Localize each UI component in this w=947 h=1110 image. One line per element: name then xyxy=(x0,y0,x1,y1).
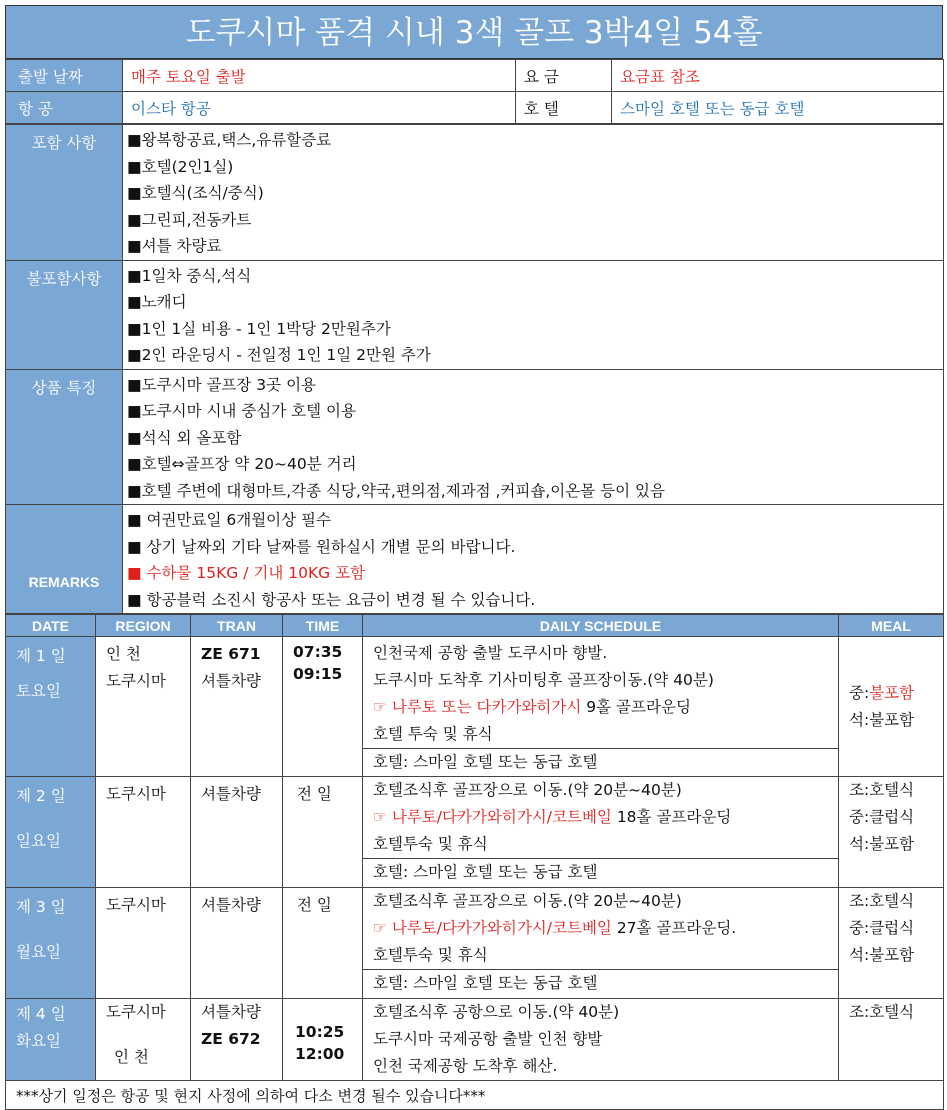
list-item: ■1인 1실 비용 - 1인 1박당 2만원추가 xyxy=(127,319,391,338)
features-list xyxy=(123,369,944,505)
meal-value: 불포함 xyxy=(869,683,915,702)
time-text: 12:00 xyxy=(295,1045,345,1063)
footer-row xyxy=(6,1081,944,1110)
depart-value: 매주 토요일 출발 xyxy=(123,60,516,92)
day-region xyxy=(96,999,191,1081)
header-meal: MEAL xyxy=(839,615,944,637)
list-item: ■도쿠시마 시내 중심가 호텔 이용 xyxy=(127,402,357,420)
schedule-line: 호텔투숙 및 휴식 xyxy=(373,835,488,853)
day-time xyxy=(283,999,363,1081)
page-title: 도쿠시마 품격 시내 3색 골프 3박4일 54홀 xyxy=(5,5,943,59)
remarks-list xyxy=(123,505,944,614)
hotel-label: 호 텔 xyxy=(516,92,612,124)
meal-line xyxy=(849,680,943,707)
hotel-line: 호텔: 스마일 호텔 또는 동급 호텔 xyxy=(363,748,838,776)
schedule-line: 호텔조식후 골프장으로 이동.(약 20분~40분) xyxy=(373,892,682,910)
day-weekday: 토요일 xyxy=(16,682,61,700)
list-item: ■호텔식(조식/중식) xyxy=(127,184,264,202)
footer-note: ***상기 일정은 항공 및 현지 사정에 의하여 다소 변경 될수 있습니다*** xyxy=(6,1081,944,1110)
tran-text: ZE 672 xyxy=(201,1030,261,1048)
excluded-label: 불포함사항 xyxy=(6,260,123,369)
region-text: 도쿠시마 xyxy=(106,1003,166,1021)
day-time xyxy=(283,637,363,777)
schedule-line: 호텔조식후 골프장으로 이동.(약 20분~40분) xyxy=(373,781,682,799)
schedule-line xyxy=(363,804,838,831)
info-table xyxy=(5,59,944,124)
tran-text: 셔틀차량 xyxy=(201,785,261,803)
air-value: 이스타 항공 xyxy=(123,92,516,124)
list-item: ■1일차 중식,석식 xyxy=(127,266,252,285)
list-item: ■호텔 주변에 대형마트,각종 식당,약국,편의점,제과점 ,커피숍,이온몰 등이 있음 xyxy=(127,481,665,500)
meal-line: 조:호텔식 xyxy=(849,892,915,910)
header-time: TIME xyxy=(283,615,363,637)
day-tran xyxy=(191,637,283,777)
itinerary-sheet xyxy=(5,5,943,1110)
schedule-line: 인천국제 공항 출발 도쿠시마 향발. xyxy=(373,644,608,662)
day-region xyxy=(96,777,191,888)
day-time xyxy=(283,777,363,888)
hotel-value: 스마일 호텔 또는 동급 호텔 xyxy=(612,92,944,124)
day-weekday: 일요일 xyxy=(16,832,61,850)
day-meal xyxy=(839,637,944,777)
info-row-depart xyxy=(6,60,944,92)
list-item: ■ 항공블럭 소진시 항공사 또는 요금이 변경 될 수 있습니다. xyxy=(127,590,536,609)
meal-prefix: 중: xyxy=(849,683,870,702)
region-text: 도쿠시마 xyxy=(106,785,166,803)
day-time xyxy=(283,888,363,999)
hotel-line: 호텔: 스마일 호텔 또는 동급 호텔 xyxy=(363,969,838,997)
time-text: 전 일 xyxy=(297,785,332,803)
day-region xyxy=(96,637,191,777)
time-text: 07:35 xyxy=(293,643,343,661)
list-item: ■도쿠시마 골프장 3곳 이용 xyxy=(127,375,317,394)
features-row xyxy=(6,369,944,505)
tran-text: 셔틀차량 xyxy=(201,1003,261,1021)
schedule-line: 도쿠시마 도착후 기사미팅후 골프장이동.(약 40분) xyxy=(373,671,714,689)
day-schedule xyxy=(363,637,839,777)
schedule-line: 호텔투숙 및 휴식 xyxy=(373,946,488,964)
included-label: 포함 사항 xyxy=(6,125,123,261)
day-date xyxy=(6,637,96,777)
list-item: ■ 상기 날짜외 기타 날짜를 원하실시 개별 문의 바랍니다. xyxy=(127,537,516,556)
day-row-1 xyxy=(6,637,944,777)
region-text: 도쿠시마 xyxy=(106,672,166,690)
day-number: 제 3 일 xyxy=(16,898,66,916)
header-tran: TRAN xyxy=(191,615,283,637)
schedule-line: 도쿠시마 국제공항 출발 인천 향발 xyxy=(373,1030,603,1048)
list-item: ■왕복항공료,택스,유류할증료 xyxy=(127,131,332,149)
golf-course-names: ☞ 나루토 또는 다카가와히가시 xyxy=(373,698,582,716)
region-text: 인 천 xyxy=(106,645,141,663)
time-text: 전 일 xyxy=(297,896,332,914)
excluded-row xyxy=(6,260,944,369)
included-list xyxy=(123,125,944,261)
meal-line: 중:클럽식 xyxy=(849,808,915,826)
day-schedule xyxy=(363,999,839,1081)
tran-text: 셔틀차량 xyxy=(201,896,261,914)
golf-course-names: ☞ 나루토/다카가와히가시/코트베일 xyxy=(373,919,612,937)
day-tran xyxy=(191,999,283,1081)
day-weekday: 월요일 xyxy=(16,943,61,961)
golf-round-text: 27홀 골프라운딩. xyxy=(611,919,737,937)
region-text: 도쿠시마 xyxy=(106,896,166,914)
meal-line: 조:호텔식 xyxy=(849,781,915,799)
list-item: ■노캐디 xyxy=(127,293,187,311)
day-schedule xyxy=(363,777,839,888)
day-number: 제 2 일 xyxy=(16,787,66,805)
meal-line: 석:불포함 xyxy=(849,835,915,853)
meal-line: 중:클럽식 xyxy=(849,919,915,937)
schedule-line: 인천 국제공항 도착후 해산. xyxy=(373,1057,558,1075)
info-row-air xyxy=(6,92,944,124)
day-date xyxy=(6,888,96,999)
meal-line: 조:호텔식 xyxy=(849,1003,915,1021)
day-meal xyxy=(839,888,944,999)
list-item: ■ 여권만료일 6개월이상 필수 xyxy=(127,511,331,529)
details-table xyxy=(5,124,944,614)
day-schedule xyxy=(363,888,839,999)
list-item: ■2인 라운딩시 - 전일정 1인 1일 2만원 추가 xyxy=(127,346,431,364)
schedule-header-row xyxy=(6,615,944,637)
day-date xyxy=(6,999,96,1081)
golf-round-text: 18홀 골프라운딩 xyxy=(611,808,732,826)
day-row-2 xyxy=(6,777,944,888)
list-item: ■호텔⇔골프장 약 20~40분 거리 xyxy=(127,455,357,473)
day-date xyxy=(6,777,96,888)
list-item: ■셔틀 차량료 xyxy=(127,237,222,255)
remarks-label: REMARKS xyxy=(6,505,123,614)
golf-course-names: ☞ 나루토/다카가와히가시/코트베일 xyxy=(373,808,612,826)
day-row-3 xyxy=(6,888,944,999)
day-tran xyxy=(191,888,283,999)
header-region: REGION xyxy=(96,615,191,637)
list-item: ■호텔(2인1실) xyxy=(127,157,234,176)
day-weekday: 화요일 xyxy=(16,1032,61,1050)
schedule-table xyxy=(5,614,944,1110)
tran-text: ZE 671 xyxy=(201,645,261,663)
list-item: ■그린피,전동카트 xyxy=(127,210,252,229)
time-text: 09:15 xyxy=(293,665,343,683)
golf-round-text: 9홀 골프라운딩 xyxy=(581,698,691,716)
day-number: 제 1 일 xyxy=(16,647,66,665)
day-row-4 xyxy=(6,999,944,1081)
price-value: 요금표 참조 xyxy=(612,60,944,92)
day-region xyxy=(96,888,191,999)
day-meal xyxy=(839,777,944,888)
tran-text: 셔틀차량 xyxy=(201,672,261,690)
depart-label: 출발 날짜 xyxy=(6,60,123,92)
air-label: 항 공 xyxy=(6,92,123,124)
header-daily-schedule: DAILY SCHEDULE xyxy=(363,615,839,637)
day-tran xyxy=(191,777,283,888)
list-item-highlight: ■ 수하물 15KG / 기내 10KG 포함 xyxy=(127,564,366,582)
meal-line: 석:불포함 xyxy=(849,946,915,964)
excluded-list xyxy=(123,260,944,369)
features-label: 상품 특징 xyxy=(6,369,123,505)
header-date: DATE xyxy=(6,615,96,637)
hotel-line: 호텔: 스마일 호텔 또는 동급 호텔 xyxy=(363,858,838,886)
time-text: 10:25 xyxy=(295,1023,345,1041)
included-row xyxy=(6,125,944,261)
meal-line: 석:불포함 xyxy=(849,710,915,729)
schedule-line xyxy=(363,694,838,721)
schedule-line: 호텔조식후 공항으로 이동.(약 40분) xyxy=(373,1003,620,1021)
region-text: 인 천 xyxy=(114,1048,149,1066)
remarks-row xyxy=(6,505,944,614)
price-label: 요 금 xyxy=(516,60,612,92)
day-meal xyxy=(839,999,944,1081)
schedule-line: 호텔 투숙 및 휴식 xyxy=(373,725,493,743)
day-number: 제 4 일 xyxy=(16,1005,66,1023)
schedule-line xyxy=(363,915,838,942)
list-item: ■석식 외 올포함 xyxy=(127,428,242,447)
